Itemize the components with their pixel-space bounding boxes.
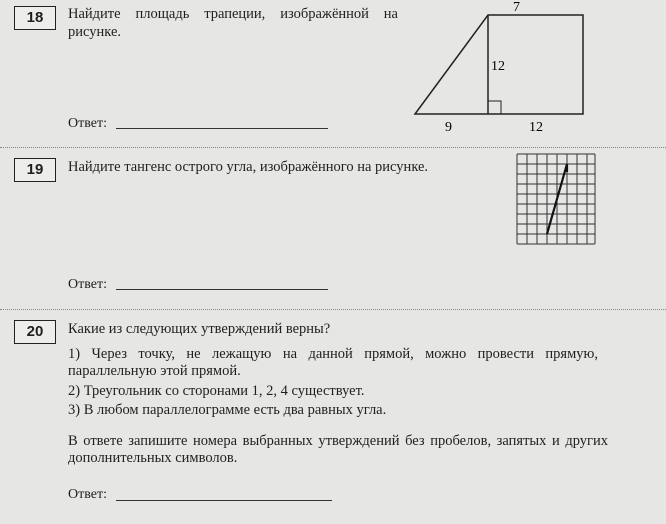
statement-3: 3) В любом параллелограмме есть два равных угла. [68, 402, 387, 418]
task-18-answer-label: Ответ: [68, 116, 107, 131]
trapezoid-figure [405, 0, 605, 140]
statement-1: 1) Через точку, не лежащую на данной прямой, можно провести прямую, параллельную этой прямой. [68, 346, 598, 379]
right-angle-mark [488, 101, 501, 114]
label-height: 12 [491, 59, 505, 74]
task-number-19: 19 [14, 158, 56, 182]
label-bottom-right: 12 [529, 120, 543, 135]
task-18-answer-field[interactable] [116, 128, 328, 129]
task-18-text: Найдите площадь трапеции, изображённой на рисунке. [68, 6, 398, 40]
task-20-instruction: В ответе запишите номера выбранных утверждений без пробелов, запятых и других дополнительных символов. [68, 433, 608, 466]
task-20-answer-label: Ответ: [68, 487, 107, 502]
grid-figure [515, 152, 597, 246]
label-top-base: 7 [513, 0, 520, 15]
separator [0, 309, 666, 310]
task-20-answer-field[interactable] [116, 500, 332, 501]
label-bottom-left: 9 [445, 120, 452, 135]
task-19-answer-field[interactable] [116, 289, 328, 290]
task-19-text: Найдите тангенс острого угла, изображённого на рисунке. [68, 159, 429, 175]
separator [0, 147, 666, 148]
task-number-20: 20 [14, 320, 56, 344]
task-20-question: Какие из следующих утверждений верны? [68, 321, 331, 337]
task-19-answer-label: Ответ: [68, 277, 107, 292]
task-number-18: 18 [14, 6, 56, 30]
statement-2: 2) Треугольник со сторонами 1, 2, 4 существует. [68, 383, 365, 399]
